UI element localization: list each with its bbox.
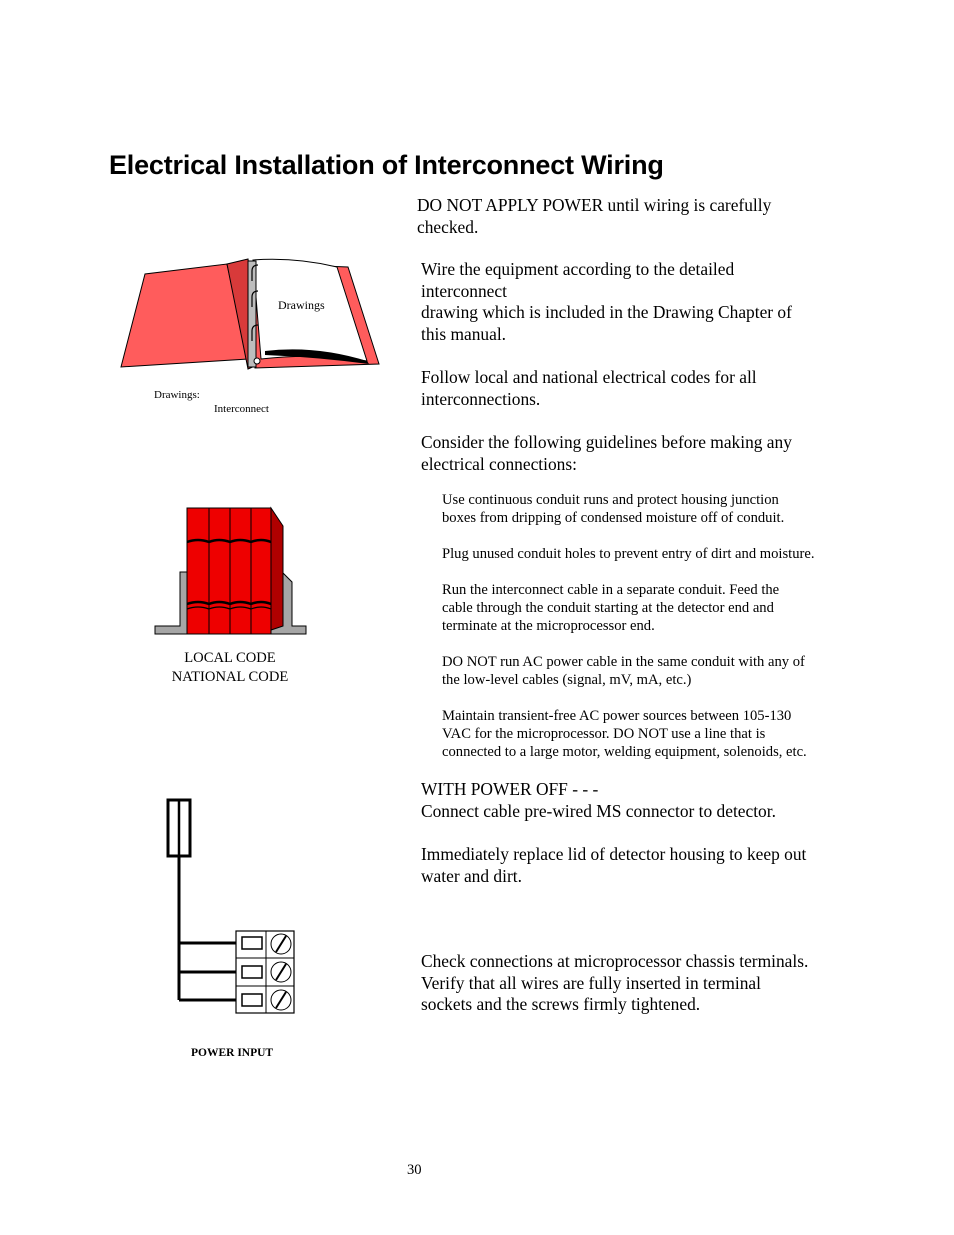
book bbox=[230, 508, 251, 634]
guideline-line: connected to a large motor, welding equipment, solenoids, etc. bbox=[442, 744, 807, 760]
guideline-line: Maintain transient-free AC power sources between 105-130 bbox=[442, 708, 792, 724]
page-number: 30 bbox=[407, 1162, 422, 1178]
power-input-caption: POWER INPUT bbox=[191, 1047, 274, 1059]
terminal-screw bbox=[271, 990, 291, 1010]
consider-line: electrical connections: bbox=[421, 453, 577, 474]
wire-line: interconnect bbox=[421, 280, 507, 301]
wire-line: Wire the equipment according to the detailed bbox=[421, 259, 735, 279]
replace-line: Immediately replace lid of detector housing to keep out bbox=[421, 844, 807, 864]
codes-line: Follow local and national electrical codes for all bbox=[421, 367, 757, 387]
wire-line: drawing which is included in the Drawing Chapter of bbox=[421, 302, 792, 322]
terminal-socket bbox=[242, 966, 262, 978]
guideline-item bbox=[442, 653, 805, 689]
check-line: Verify that all wires are fully inserted in terminal bbox=[421, 972, 761, 993]
power-off-paragraph bbox=[421, 779, 776, 822]
book-side bbox=[271, 508, 283, 630]
binder-caption-2: Interconnect bbox=[214, 403, 269, 415]
book bbox=[209, 508, 230, 634]
guideline-line: the low-level cables (signal, mV, mA, etc.) bbox=[442, 672, 692, 688]
replace-paragraph bbox=[421, 844, 806, 887]
warning-line: checked. bbox=[417, 216, 479, 237]
code-books-caption-1: LOCAL CODE bbox=[184, 650, 276, 666]
check-paragraph bbox=[421, 951, 808, 1016]
codes-line: interconnections. bbox=[421, 388, 541, 409]
guideline-line: Plug unused conduit holes to prevent entry of dirt and moisture. bbox=[442, 546, 815, 562]
binder-caption-1: Drawings: bbox=[154, 389, 200, 401]
check-line: Check connections at microprocessor chassis terminals. bbox=[421, 951, 809, 971]
codes-paragraph bbox=[421, 367, 757, 410]
code-books-illustration bbox=[150, 500, 310, 640]
power-off-heading: WITH POWER OFF - - - bbox=[421, 779, 599, 799]
code-books-caption bbox=[150, 649, 310, 687]
terminal-screw bbox=[271, 962, 291, 982]
guideline-line: VAC for the microprocessor. DO NOT use a line that is bbox=[442, 726, 766, 742]
guideline-item bbox=[442, 707, 807, 761]
consider-paragraph bbox=[421, 432, 792, 475]
guideline-item bbox=[442, 491, 784, 527]
terminal-socket bbox=[242, 994, 262, 1006]
guideline-item bbox=[442, 545, 814, 563]
warning-paragraph bbox=[417, 195, 771, 238]
guideline-line: Use continuous conduit runs and protect housing junction bbox=[442, 492, 779, 508]
code-books-caption-2: NATIONAL CODE bbox=[171, 669, 289, 685]
check-line: sockets and the screws firmly tightened. bbox=[421, 994, 701, 1014]
book bbox=[251, 508, 271, 634]
page-title: Electrical Installation of Interconnect Wiring bbox=[109, 150, 664, 180]
book bbox=[187, 508, 209, 634]
wire-paragraph bbox=[421, 259, 792, 345]
binder-ring-end bbox=[254, 358, 260, 364]
guideline-line: boxes from dripping of condensed moisture off of conduit. bbox=[442, 510, 785, 526]
connect-line: Connect cable pre-wired MS connector to detector. bbox=[421, 800, 776, 821]
binder-page-label: Drawings bbox=[278, 298, 325, 312]
terminal-screw bbox=[271, 934, 291, 954]
warning-line: DO NOT APPLY POWER until wiring is carefully bbox=[417, 195, 772, 215]
guideline-line: terminate at the microprocessor end. bbox=[442, 618, 655, 634]
guideline-line: DO NOT run AC power cable in the same conduit with any of bbox=[442, 654, 805, 670]
power-terminal-illustration bbox=[160, 795, 300, 1020]
wire-line: this manual. bbox=[421, 323, 507, 344]
guideline-line: Run the interconnect cable in a separate conduit. Feed the bbox=[442, 582, 780, 598]
guideline-line: cable through the conduit starting at the detector end and bbox=[442, 600, 774, 616]
consider-line: Consider the following guidelines before making any bbox=[421, 432, 792, 452]
binder-illustration bbox=[115, 255, 385, 375]
guideline-item bbox=[442, 581, 779, 635]
binder-cover bbox=[121, 264, 248, 367]
terminal-socket bbox=[242, 937, 262, 949]
replace-line: water and dirt. bbox=[421, 865, 522, 886]
